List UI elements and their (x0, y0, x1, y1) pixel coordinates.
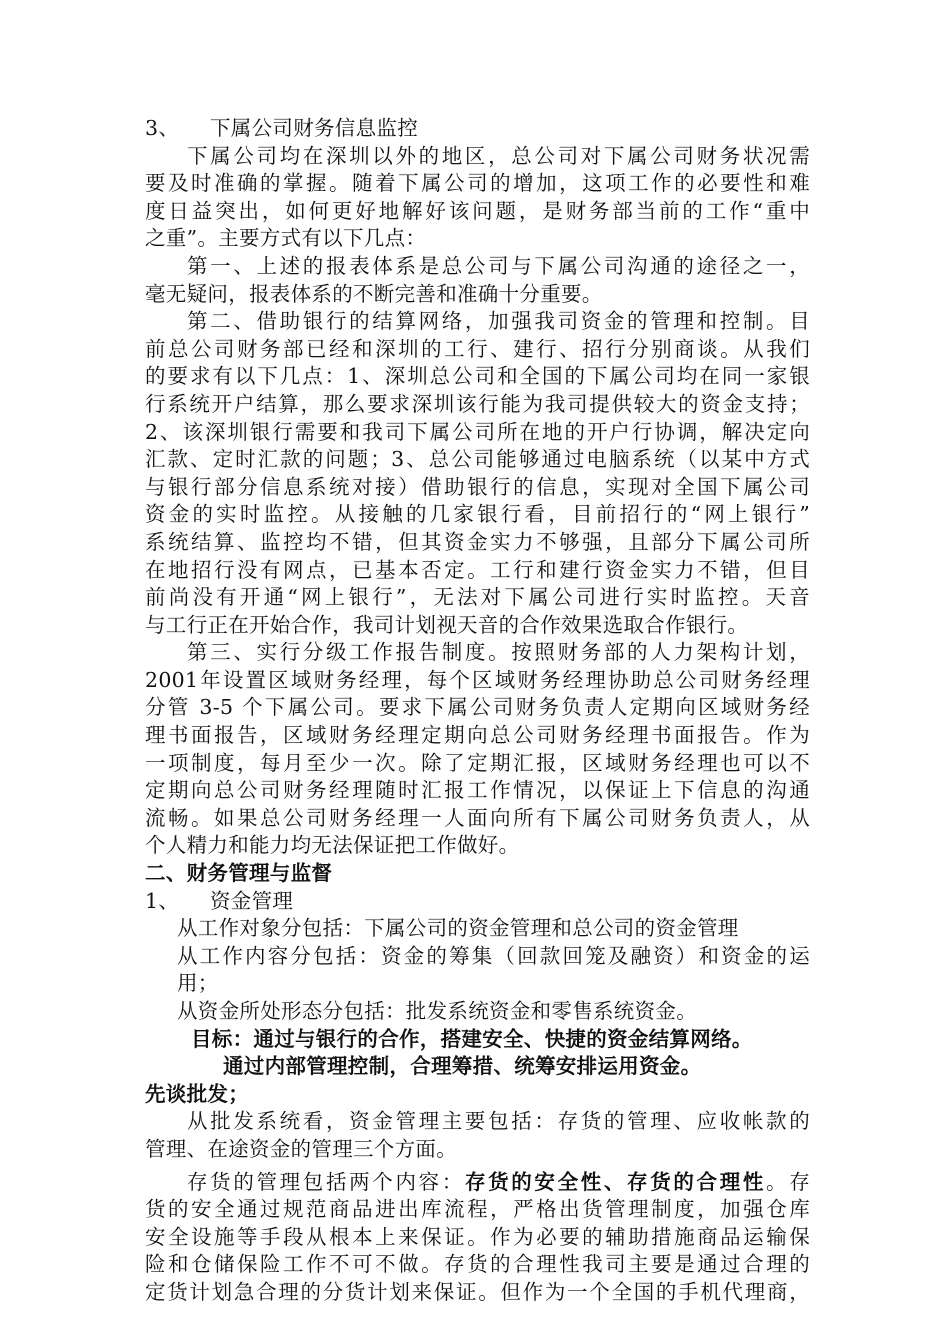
document-page (145, 115, 810, 1307)
text-line: 从工作内容分包括：资金的筹集（回款回笼及融资）和资金的运 (177, 943, 810, 968)
subheading-wholesale: 先谈批发； (145, 1081, 249, 1106)
text-line: 险和仓储保险工作不可不做。存货的合理性我司主要是通过合理的 (145, 1252, 810, 1277)
text-line: 下属公司均在深圳以外的地区，总公司对下属公司财务状况需 (187, 143, 810, 168)
text-line: 从资金所处形态分包括：批发系统资金和零售系统资金。 (177, 999, 697, 1023)
text-line: 度日益突出，如何更好地解好该问题，是财务部当前的工作“重中 (145, 198, 810, 223)
text-line: 管理、在途资金的管理三个方面。 (145, 1136, 457, 1161)
goal-line: 通过内部管理控制，合理筹措、统筹安排运用资金。 (223, 1054, 702, 1079)
text-line: 流畅。如果总公司财务经理一人面向所有下属公司财务负责人，从 (145, 805, 810, 830)
text-line: 第三、实行分级工作报告制度。按照财务部的人力架构计划， (187, 640, 810, 665)
text-line: 第二、借助银行的结算网络，加强我司资金的管理和控制。目 (187, 309, 810, 334)
section-number: 3、 (145, 116, 180, 140)
text-line (145, 1169, 810, 1197)
text-line: 用； (177, 971, 219, 996)
text-line: 资金的实时监控。从接触的几家银行看，目前招行的“网上银行” (145, 502, 810, 527)
text-line: 汇款、定时汇款的问题；3、总公司能够通过电脑系统（以某中方式 (145, 447, 810, 472)
text-line: 毫无疑问，报表体系的不断完善和准确十分重要。 (145, 281, 603, 306)
text-line: 一项制度，每月至少一次。除了定期汇报，区域财务经理也可以不 (145, 750, 810, 775)
paragraph-first (145, 253, 810, 308)
text-line: 货的安全通过规范商品进出库流程，严格出货管理制度，加强仓库 (145, 1197, 810, 1222)
text-line: 在地招行没有网点，已基本否定。工行和建行资金实力不错，但目 (145, 557, 810, 582)
text-line: 从工作对象分包括：下属公司的资金管理和总公司的资金管理 (177, 916, 739, 941)
text-line: 2、该深圳银行需要和我司下属公司所在地的开户行协调，解决定向 (145, 419, 810, 444)
section-heading-1 (145, 888, 810, 916)
text-line: 与工行正在开始合作，我司计划视天音的合作效果选取合作银行。 (145, 612, 749, 637)
text-line: 之重”。主要方式有以下几点： (145, 226, 427, 251)
paragraph-second (145, 308, 810, 639)
paragraph-intro (145, 143, 810, 253)
paragraph-inventory (145, 1169, 810, 1307)
text-line: 理书面报告，区域财务经理定期向总公司财务经理书面报告。作为 (145, 723, 810, 748)
paragraph-third (145, 639, 810, 860)
section-title: 下属公司财务信息监控 (210, 116, 418, 140)
text-span: 存货的管理包括两个内容： (187, 1169, 465, 1194)
text-line: 第一、上述的报表体系是总公司与下属公司沟通的途径之一， (187, 253, 810, 278)
text-line: 系统结算、监控均不错，但其资金实力不够强，且部分下属公司所 (145, 529, 810, 554)
text-line: 与银行部分信息系统对接）借助银行的信息，实现对全国下属公司 (145, 474, 810, 499)
chapter-heading: 二、财务管理与监督 (145, 861, 333, 886)
text-line: 安全设施等手段从根本上来保证。作为必要的辅助措施商品运输保 (145, 1224, 810, 1249)
text-line: 定期向总公司财务经理随时汇报工作情况，以保证上下信息的沟通 (145, 778, 810, 803)
text-line: 2001年设置区域财务经理，每个区域财务经理协助总公司财务经理 (145, 667, 810, 692)
section-title: 资金管理 (210, 888, 294, 913)
text-line: 定货计划急合理的分货计划来保证。但作为一个全国的手机代理商， (145, 1279, 810, 1304)
text-line: 分管 3-5 个下属公司。要求下属公司财务负责人定期向区域财务经 (145, 695, 810, 720)
section-heading-3 (145, 115, 810, 143)
section-number: 1、 (145, 888, 180, 913)
text-line: 前尚没有开通“网上银行”，无法对下属公司进行实时监控。天音 (145, 585, 810, 610)
text-line: 要及时准确的掌握。随着下属公司的增加，这项工作的必要性和难 (145, 171, 810, 196)
text-line: 个人精力和能力均无法保证把工作做好。 (145, 833, 520, 858)
classification-list (145, 915, 810, 1025)
text-line: 前总公司财务部已经和深圳的工行、建行、招行分别商谈。从我们 (145, 336, 810, 361)
text-line: 从批发系统看，资金管理主要包括：存货的管理、应收帐款的 (187, 1109, 810, 1134)
text-line: 的要求有以下几点：1、深圳总公司和全国的下属公司均在同一家银 (145, 364, 810, 389)
text-span: 。存 (766, 1169, 810, 1194)
emphasis-text: 存货的安全性、存货的合理性 (464, 1169, 767, 1194)
goal-block (145, 1026, 810, 1081)
text-line: 行系统开户结算，那么要求深圳该行能为我司提供较大的资金支持； (145, 391, 810, 416)
paragraph-wholesale (145, 1108, 810, 1163)
goal-line: 目标：通过与银行的合作，搭建安全、快捷的资金结算网络。 (191, 1026, 753, 1051)
